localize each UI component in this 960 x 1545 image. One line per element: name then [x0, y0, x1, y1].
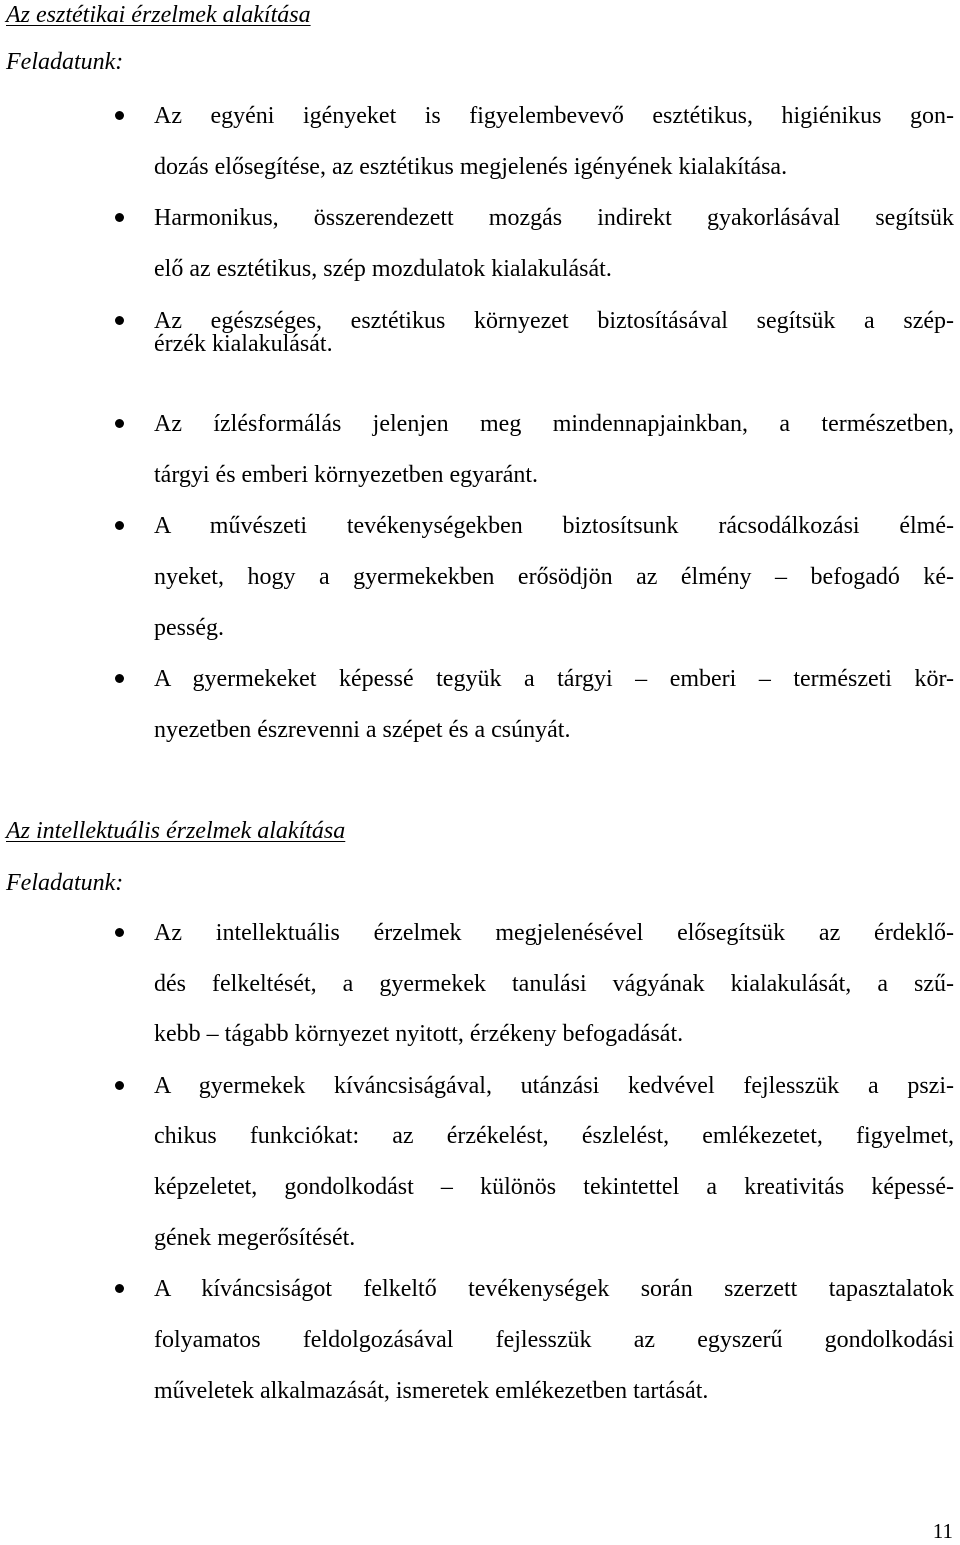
bullet-icon — [115, 521, 124, 530]
list-item-line: A gyermekek kíváncsiságával, utánzási kedvével fejlesszük a pszi- — [154, 1073, 954, 1099]
list-item-line: műveletek alkalmazását, ismeretek emlékezetben tartását. — [154, 1378, 709, 1404]
list-item-line: nyezetben észrevenni a szépet és a csúnyát. — [154, 717, 571, 743]
list-item-line: elő az esztétikus, szép mozdulatok kialakulását. — [154, 256, 612, 282]
list-item-line: érzék kialakulását. — [154, 331, 333, 357]
list-item-line: pesség. — [154, 615, 224, 641]
list-item-line: Az ízlésformálás jelenjen meg mindennapjainkban, a természetben, — [154, 411, 954, 437]
list-item-line: dozás elősegítése, az esztétikus megjelenés igényének kialakítása. — [154, 154, 788, 180]
list-item-line: A kíváncsiságot felkeltő tevékenységek során szerzett tapasztalatok — [154, 1276, 954, 1302]
list-item-line: kebb – tágabb környezet nyitott, érzékeny befogadását. — [154, 1021, 684, 1047]
bullet-icon — [115, 674, 124, 683]
page-number: 11 — [932, 1519, 953, 1543]
list-item-line: Az intellektuális érzelmek megjelenésével elősegítsük az érdeklő- — [154, 920, 954, 946]
section-heading-intellectual: Az intellektuális érzelmek alakítása — [6, 818, 346, 844]
bullet-icon — [115, 1284, 124, 1293]
section-subheading-tasks: Feladatunk: — [6, 49, 124, 75]
list-item-line: Az egészséges, esztétikus környezet biztosításával segítsük a szép- — [154, 308, 954, 334]
bullet-icon — [115, 928, 124, 937]
section-subheading-tasks: Feladatunk: — [6, 870, 124, 896]
list-item-line: Harmonikus, összerendezett mozgás indirekt gyakorlásával segítsük — [154, 205, 954, 231]
bullet-icon — [115, 419, 124, 428]
list-item-line: folyamatos feldolgozásával fejlesszük az egyszerű gondolkodási — [154, 1327, 954, 1353]
list-item-line: A művészeti tevékenységekben biztosítsunk rácsodálkozási élmé- — [154, 513, 954, 539]
list-item-line: tárgyi és emberi környezetben egyaránt. — [154, 462, 539, 488]
list-item-line: chikus funkciókat: az érzékelést, észlelést, emlékezetet, figyelmet, — [154, 1123, 954, 1149]
list-item-line: gének megerősítését. — [154, 1225, 356, 1251]
bullet-icon — [115, 111, 124, 120]
list-item-line: dés felkeltését, a gyermekek tanulási vágyának kialakulását, a szű- — [154, 971, 954, 997]
bullet-icon — [115, 1081, 124, 1090]
section-heading-aesthetic: Az esztétikai érzelmek alakítása — [6, 2, 311, 28]
list-item-line: A gyermekeket képessé tegyük a tárgyi – emberi – természeti kör- — [154, 666, 954, 692]
list-item-line: nyeket, hogy a gyermekekben erősödjön az élmény – befogadó ké- — [154, 564, 954, 590]
bullet-icon — [115, 316, 124, 325]
bullet-icon — [115, 213, 124, 222]
list-item-line: Az egyéni igényeket is figyelembevevő esztétikus, higiénikus gon- — [154, 103, 954, 129]
list-item-line: képzeletet, gondolkodást – különös tekintettel a kreativitás képessé- — [154, 1174, 954, 1200]
